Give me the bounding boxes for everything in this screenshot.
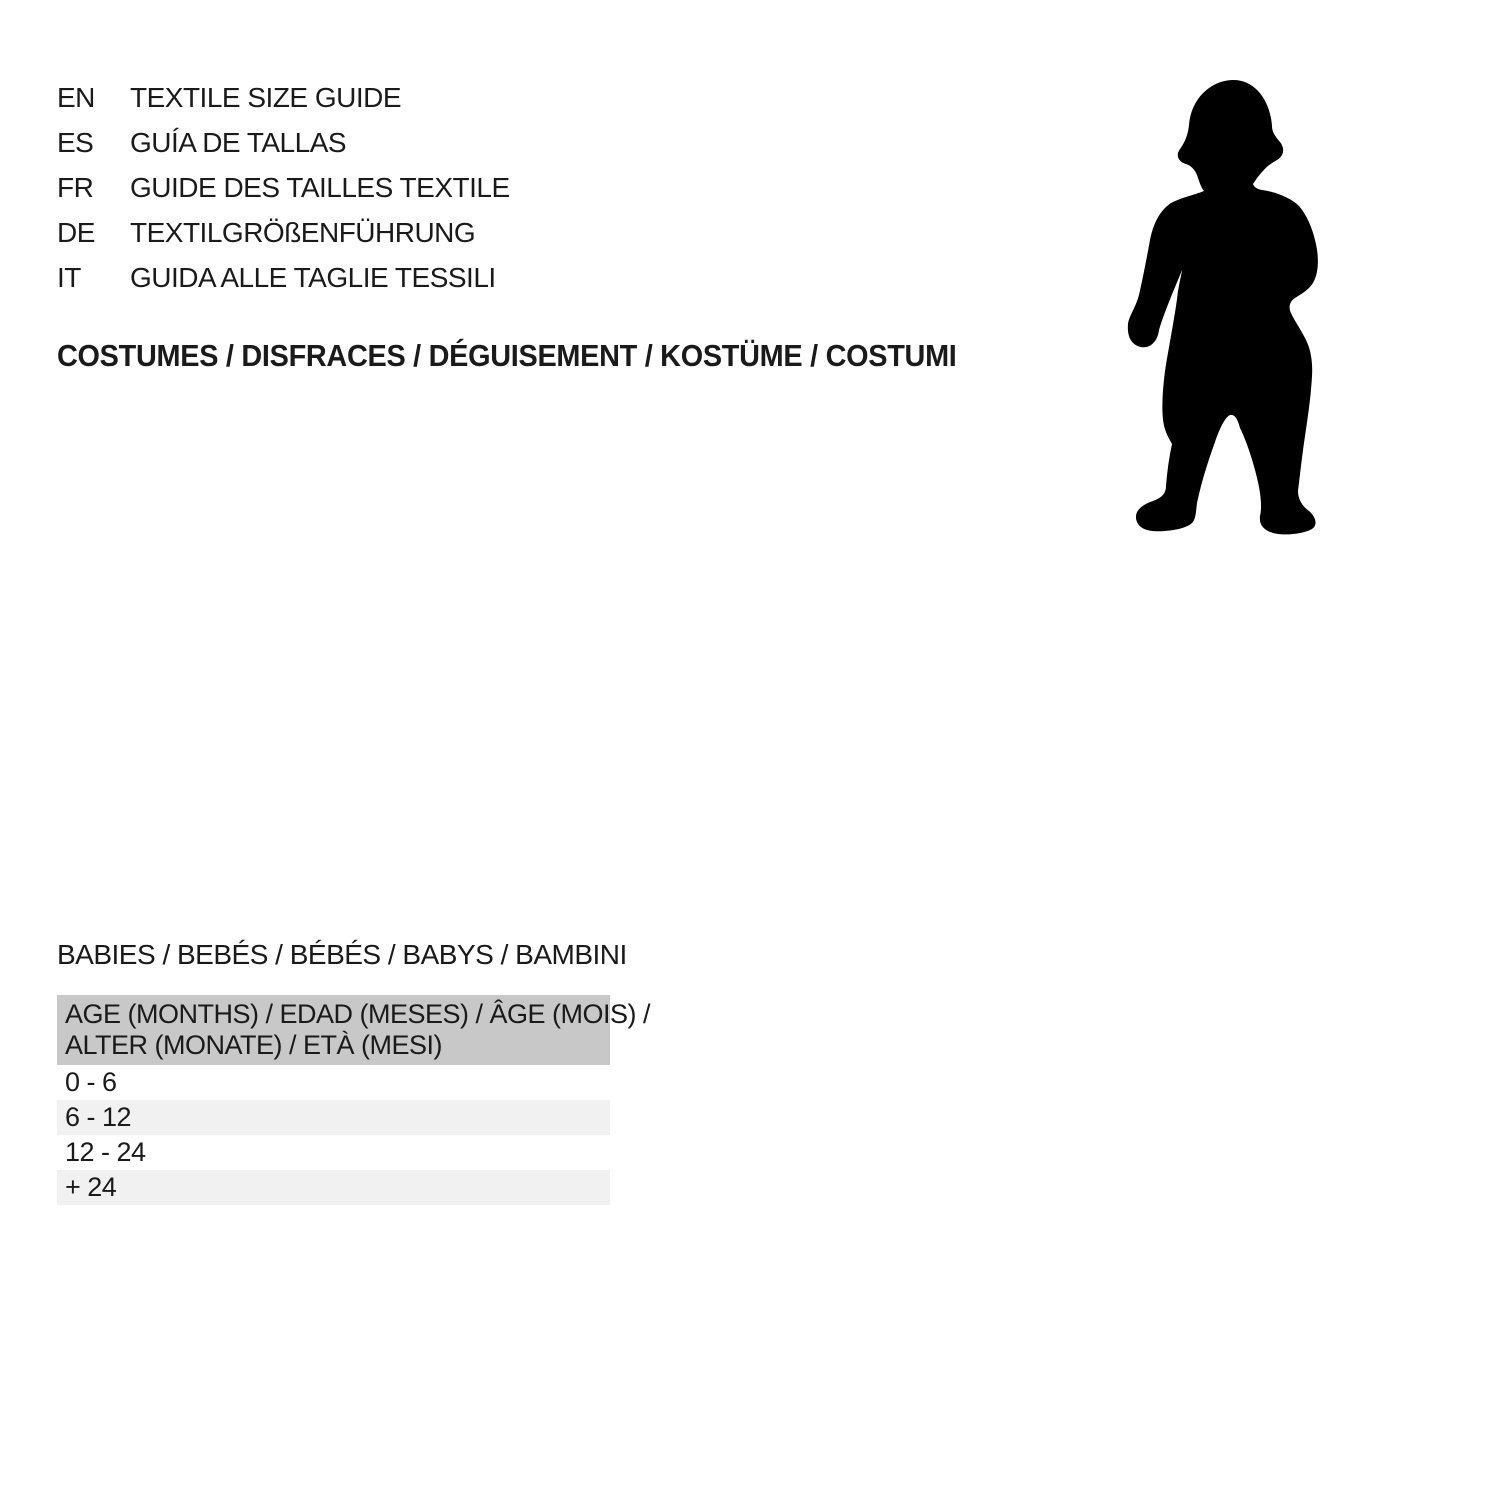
category-title: COSTUMES / DISFRACES / DÉGUISEMENT / KOSTÜME / COSTUMI [57,338,957,373]
language-label: GUIDE DES TAILLES TEXTILE [130,172,510,203]
language-row-it [57,255,510,300]
baby-silhouette-path [1128,80,1318,534]
size-table [57,995,651,1205]
language-row-de [57,210,510,255]
table-row [57,1100,610,1135]
section-title-babies: BABIES / BEBÉS / BÉBÉS / BABYS / BAMBINI [57,939,627,970]
table-row [57,1170,610,1205]
table-row [57,1065,610,1100]
table-header-line-1: AGE (MONTHS) / EDAD (MESES) / ÂGE (MOIS) / [65,999,651,1029]
table-row [57,1135,610,1170]
table-header-line-2: ALTER (MONATE) / ETÀ (MESI) [65,1030,443,1060]
age-range: 6 - 12 [65,1102,132,1132]
language-code: FR [57,172,94,203]
age-range: + 24 [65,1172,117,1202]
language-code: EN [57,82,95,113]
language-code: ES [57,127,94,158]
language-label: TEXTILGRÖßENFÜHRUNG [130,217,476,248]
baby-silhouette-icon [1126,79,1322,541]
language-row-en [57,75,510,120]
language-row-es [57,120,510,165]
table-header [57,995,651,1065]
language-code: DE [57,217,95,248]
language-code: IT [57,262,81,293]
language-list [57,75,510,300]
language-label: GUIDA ALLE TAGLIE TESSILI [130,262,496,293]
language-label: TEXTILE SIZE GUIDE [130,82,402,113]
language-row-fr [57,165,510,210]
age-range: 0 - 6 [65,1067,117,1097]
language-label: GUÍA DE TALLAS [130,127,347,158]
age-range: 12 - 24 [65,1137,146,1167]
